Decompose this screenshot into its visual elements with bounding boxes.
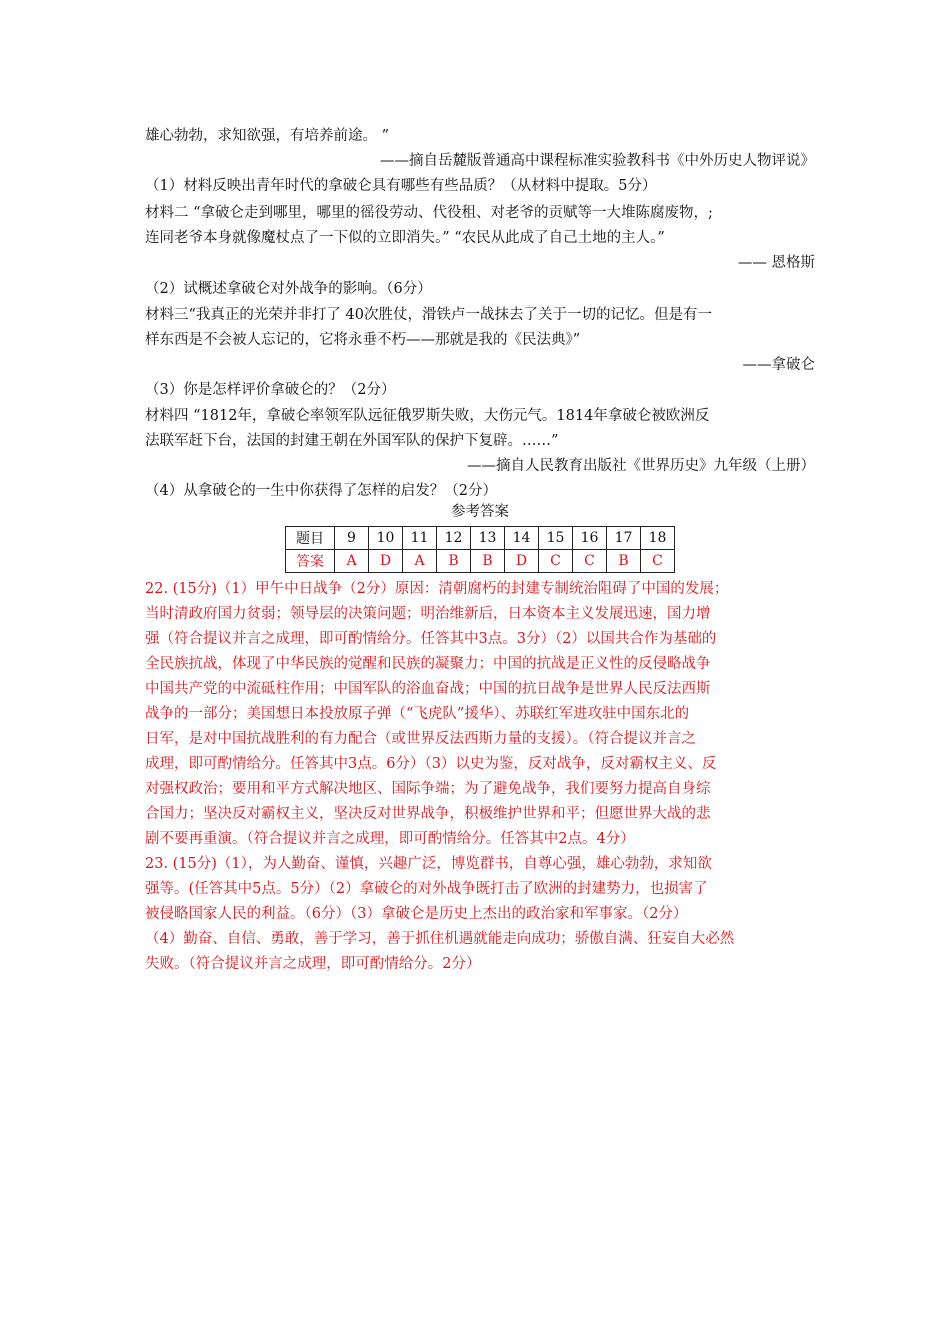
answer-22-line: 中国共产党的中流砥柱作用；中国军队的浴血奋战；中国的抗日战争是世界人民反法西斯: [145, 681, 711, 697]
material-one-source: ——摘自岳麓版普通高中课程标准实验教科书《中外历史人物评说》: [380, 153, 815, 169]
material-two-line-2: 连同老爷本身就像魔杖点了一下似的立即消失。” “农民从此成了自己土地的主人。”: [145, 230, 665, 246]
answer-cell: A: [403, 550, 437, 573]
question-number: 13: [471, 527, 505, 550]
answer-22-line: 当时清政府国力贫弱；领导层的决策问题；明治维新后，日本资本主义发展迅速，国力增: [145, 606, 711, 622]
table-header-label: 题目: [286, 527, 335, 550]
material-two-source: —— 恩格斯: [737, 255, 815, 271]
question-number: 16: [573, 527, 607, 550]
answer-22-line: 成理，即可酌情给分。任答其中3点。6分）（3）以史为鉴，反对战争，反对霸权主义、反: [145, 756, 717, 772]
answer-cell: D: [369, 550, 403, 573]
answer-table: [285, 526, 675, 573]
answer-22-line: 剧不要再重演。（符合提议并言之成理，即可酌情给分。任答其中2点。4分）: [145, 831, 635, 847]
question-number: 15: [539, 527, 573, 550]
answer-cell: B: [607, 550, 641, 573]
question-number: 10: [369, 527, 403, 550]
answer-22-line: 战争的一部分；美国想日本投放原子弹（“飞虎队”援华）、苏联红军进攻驻中国东北的: [145, 706, 690, 722]
question-4: （4）从拿破仑的一生中你获得了怎样的启发？（2分）: [145, 483, 497, 499]
answer-cell: C: [539, 550, 573, 573]
material-two-line-1: 材料二 “拿破仑走到哪里，哪里的徭役劳动、代役租、对老爷的贡赋等一大堆陈腐废物，;: [145, 205, 713, 221]
question-number: 14: [505, 527, 539, 550]
answer-cell: D: [505, 550, 539, 573]
answer-23-line: （4）勤奋、自信、勇敢，善于学习，善于抓住机遇就能走向成功；骄傲自满、狂妄自大必然: [145, 931, 735, 947]
question-3: （3）你是怎样评价拿破仑的？（2分）: [145, 382, 396, 398]
material-three-line-2: 样东西是不会被人忘记的，它将永垂不朽——那就是我的《民法典》”: [145, 332, 581, 348]
question-number: 18: [641, 527, 675, 550]
answer-22-line: 全民族抗战，体现了中华民族的觉醒和民族的凝聚力；中国的抗战是正义性的反侵略战争: [145, 656, 711, 672]
material-three-source: ——拿破仑: [742, 357, 815, 373]
material-four-line-1: 材料四 “1812年，拿破仑率领军队远征俄罗斯失败，大伤元气。1814年拿破仑被欧洲反: [145, 408, 710, 424]
question-number: 9: [335, 527, 369, 550]
answer-23-line: 被侵略国家人民的利益。（6分）（3）拿破仑是历史上杰出的政治家和军事家。（2分）: [145, 906, 688, 922]
answer-23-line: 强等。(任答其中5点。5分）（2）拿破仑的对外战争既打击了欧洲的封建势力，也损害了: [145, 881, 708, 897]
material-four-line-2: 法联军赶下台，法国的封建王朝在外国军队的保护下复辟。……”: [145, 433, 559, 449]
answer-22-line: 22. (15分)（1）甲午中日战争（2分）原因：清朝腐朽的封建专制统治阻碍了中国的发展；: [145, 581, 729, 597]
material-four-source: ——摘自人民教育出版社《世界历史》九年级（上册）: [467, 458, 815, 474]
answer-22-line: 强（符合提议并言之成理，即可酌情给分。任答其中3点。3分）（2）以国共合作为基础的: [145, 631, 717, 647]
answer-22-line: 合国力；坚决反对霸权主义，坚决反对世界战争，积极维护世界和平；但愿世界大战的悲: [145, 806, 711, 822]
answer-22-line: 日军，是对中国抗战胜利的有力配合（或世界反法西斯力量的支援）。（符合提议并言之: [145, 731, 696, 747]
answer-cell: B: [471, 550, 505, 573]
material-one-tail: 雄心勃勃，求知欲强，有培养前途。 ”: [145, 128, 390, 144]
answer-cell: A: [335, 550, 369, 573]
answer-table-answer-row: [286, 550, 675, 573]
answer-cell: C: [573, 550, 607, 573]
question-number: 11: [403, 527, 437, 550]
answer-23-line: 失败。（符合提议并言之成理，即可酌情给分。2分）: [145, 956, 481, 972]
answer-table-header-row: [286, 527, 675, 550]
material-three-line-1: 材料三“我真正的光荣并非打了 40次胜仗，滑铁卢一战抹去了关于一切的记忆。但是有一: [145, 307, 712, 323]
table-answer-label: 答案: [286, 550, 335, 573]
question-number: 17: [607, 527, 641, 550]
answer-23-line: 23. (15分)（1），为人勤奋、谨慎，兴趣广泛，博览群书，自尊心强，雄心勃勃，求知欲: [145, 856, 712, 872]
answer-cell: B: [437, 550, 471, 573]
answer-22-line: 对强权政治；要用和平方式解决地区、国际争端；为了避免战争，我们要努力提高自身综: [145, 781, 711, 797]
question-2: （2）试概述拿破仑对外战争的影响。（6分）: [145, 281, 432, 297]
question-1: （1）材料反映出青年时代的拿破仑具有哪些有些品质？（从材料中提取。5分）: [145, 178, 657, 194]
answer-title: 参考答案: [451, 504, 509, 520]
answer-cell: C: [641, 550, 675, 573]
question-number: 12: [437, 527, 471, 550]
